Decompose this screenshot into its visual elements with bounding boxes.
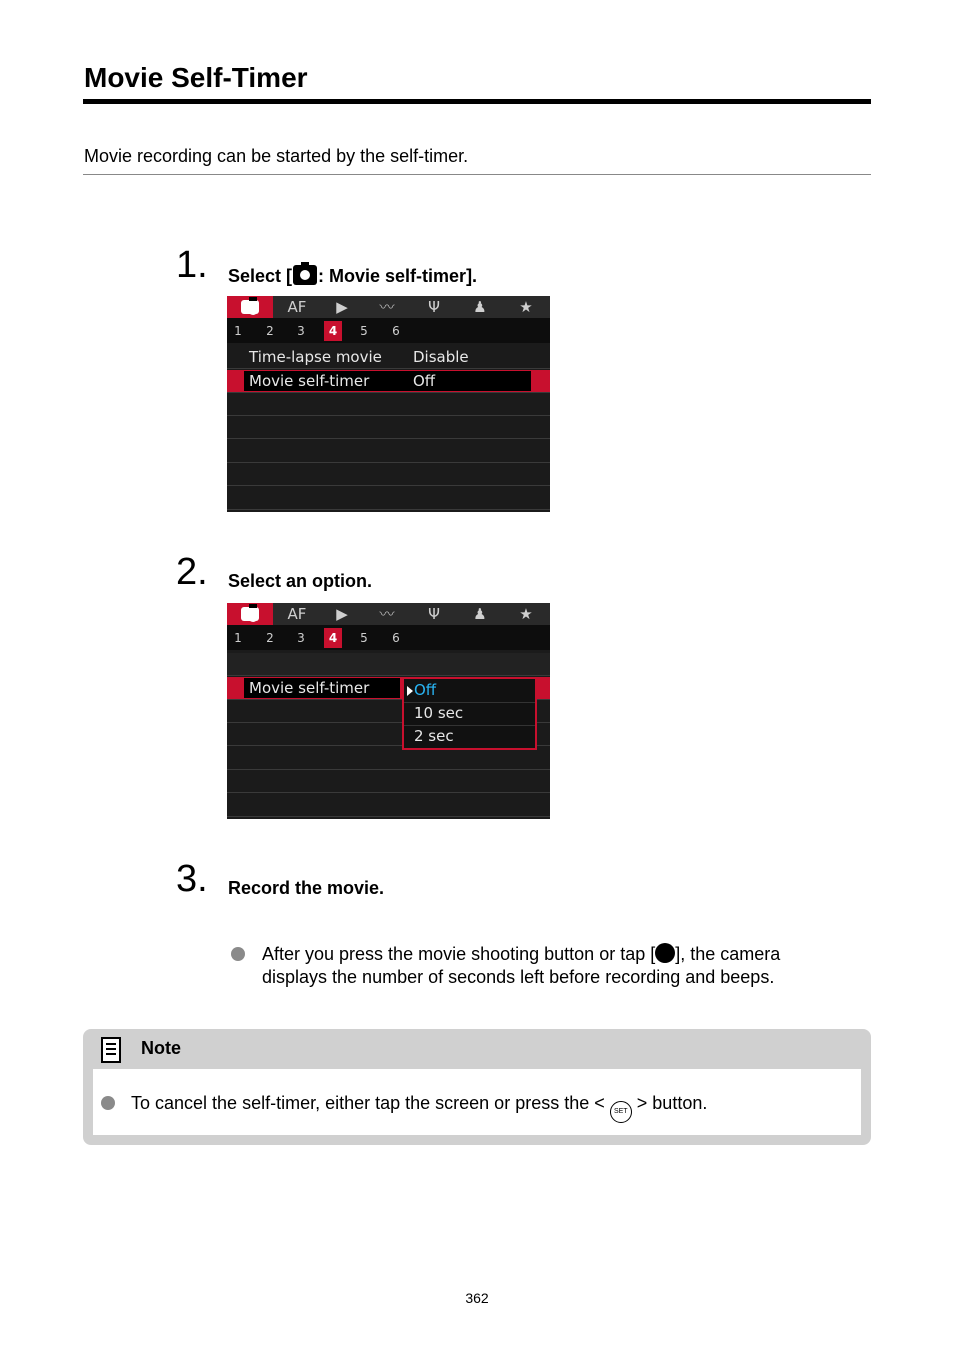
note-icon: [101, 1037, 121, 1063]
my-menu-tab-icon[interactable]: ★: [519, 298, 533, 316]
intro-divider: [83, 174, 871, 175]
page-tab-4[interactable]: 4: [324, 628, 342, 648]
set-button-icon: SET: [610, 1101, 632, 1123]
menu-row-empty: [227, 440, 550, 463]
self-timer-options-dropdown: [402, 677, 537, 750]
step-1-number: 1.: [176, 244, 208, 286]
step-3-text: Record the movie.: [228, 878, 385, 898]
menu-tab-bar: [227, 603, 550, 625]
bullet-icon: [231, 947, 245, 961]
wireless-tab-icon[interactable]: 〰: [379, 605, 395, 623]
step-2-text: Select an option.: [228, 571, 373, 591]
page-tab-2[interactable]: 2: [266, 324, 274, 338]
page-title: Movie Self-Timer: [84, 62, 308, 93]
intro-text: Movie recording can be started by the self-timer.: [84, 146, 469, 166]
camera-tab-icon[interactable]: [227, 603, 273, 625]
menu-row-empty: [227, 770, 550, 793]
page-tab-5[interactable]: 5: [360, 631, 368, 645]
page-tab-6[interactable]: 6: [392, 631, 400, 645]
menu-tab-bar: [227, 296, 550, 318]
option-10-sec[interactable]: 10 sec: [404, 702, 535, 726]
page-tab-2[interactable]: 2: [266, 631, 274, 645]
selection-marker-icon: [407, 686, 413, 696]
option-2-sec[interactable]: 2 sec: [414, 727, 454, 745]
step-2-number: 2.: [176, 551, 208, 593]
menu-row-dimmed: [227, 653, 550, 676]
title-divider: [83, 99, 871, 104]
menu-row-empty: [227, 416, 550, 439]
menu-screen-2: [227, 603, 550, 819]
custom-tab-icon[interactable]: ♟: [473, 298, 487, 316]
tab-af[interactable]: AF: [287, 605, 307, 623]
menu-row-movie-self-timer[interactable]: Movie self-timer: [227, 677, 550, 700]
bullet-icon: [101, 1096, 115, 1110]
setup-tab-icon[interactable]: Ψ: [428, 298, 440, 316]
setup-tab-icon[interactable]: Ψ: [428, 605, 440, 623]
playback-tab-icon[interactable]: ▶: [336, 605, 348, 623]
page-tab-3[interactable]: 3: [297, 324, 305, 338]
option-off[interactable]: Off: [404, 679, 535, 703]
wireless-tab-icon[interactable]: 〰: [379, 298, 395, 316]
page-tab-4[interactable]: 4: [324, 321, 342, 341]
step-3-number: 3.: [176, 858, 208, 900]
playback-tab-icon[interactable]: ▶: [336, 298, 348, 316]
page-number: 362: [465, 1290, 489, 1306]
camera-tab-icon[interactable]: [227, 296, 273, 318]
menu-page-bar: [227, 625, 550, 650]
tab-af[interactable]: AF: [287, 298, 307, 316]
step-1-text: Select [ : Movie self-timer].: [228, 266, 478, 286]
menu-screen-1: [227, 296, 550, 512]
page-tab-5[interactable]: 5: [360, 324, 368, 338]
record-button-icon: [655, 943, 675, 963]
note-title: Note: [141, 1038, 181, 1058]
page-tab-1[interactable]: 1: [234, 631, 242, 645]
page-tab-1[interactable]: 1: [234, 324, 242, 338]
page-tab-3[interactable]: 3: [297, 631, 305, 645]
menu-row-empty: [227, 487, 550, 510]
menu-row-empty: [227, 794, 550, 817]
menu-row-time-lapse[interactable]: Time-lapse movie Disable: [227, 346, 550, 369]
camera-shooting-icon: [293, 265, 317, 285]
custom-tab-icon[interactable]: ♟: [473, 605, 487, 623]
menu-row-empty: [227, 747, 550, 770]
menu-row-movie-self-timer[interactable]: Movie self-timer Off: [227, 370, 550, 393]
note-text: To cancel the self-timer, either tap the screen or press the < SET > button.: [131, 1092, 707, 1123]
menu-row-empty: [227, 393, 550, 416]
menu-page-bar: [227, 318, 550, 343]
my-menu-tab-icon[interactable]: ★: [519, 605, 533, 623]
page-tab-6[interactable]: 6: [392, 324, 400, 338]
step-3-description: After you press the movie shooting button or tap [ ], the camera displays the number of seconds left before recording and beeps.: [262, 944, 781, 987]
menu-row-empty: [227, 463, 550, 486]
